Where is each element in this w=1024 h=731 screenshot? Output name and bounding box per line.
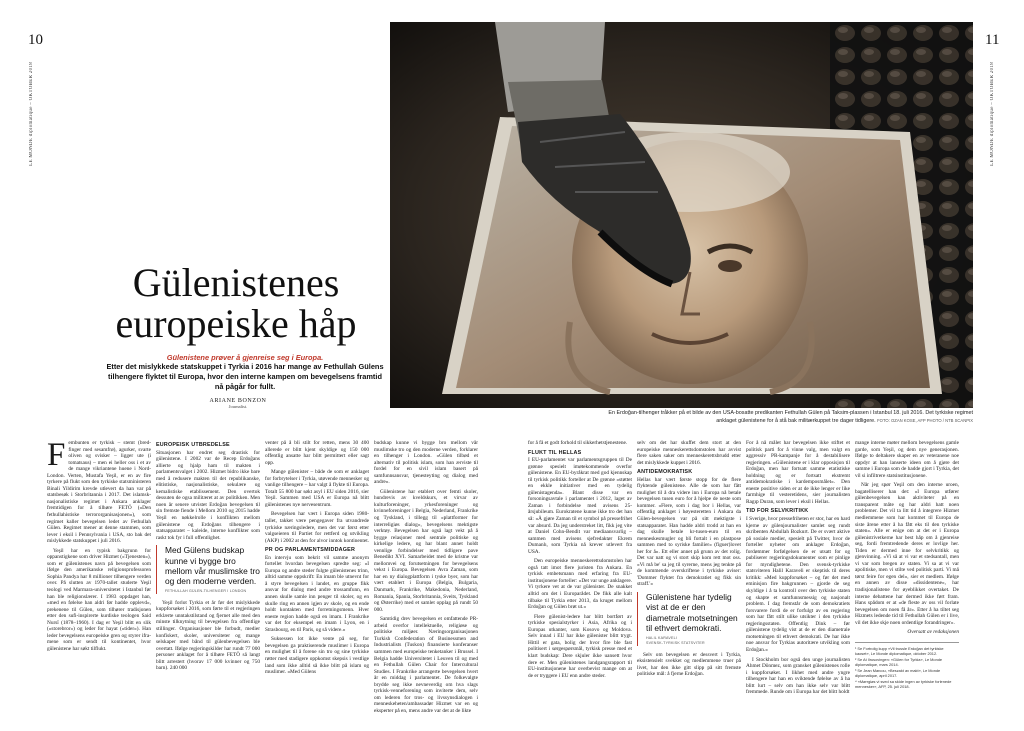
subheading: EUROPEISK UTBREDELSE [156,442,230,448]
paragraph: mange interne møter mellom bevegelsens gamle garde, som Yeşil, og dem nye generasjonen. Ifølge to deltakere skaper en av veteranene noe oppdyr at han lanserte ideen om å gjøre det samme i Europa som de hadde gjort i Tyrkia, det vil si infiltrere statsinstitusjonene. [855,440,959,479]
photo-caption [600,410,973,425]
pull-quote [637,592,741,646]
paragraph: Selv om bevegelsen er dessvert i Tyrkia, eksistensielt svekket og medlemmene truer på livet, har den ikke gitt slipp på sitt fremste politiske mål: å fjerne Erdoğan. [637,651,741,678]
column-6 [637,440,741,730]
paragraph: Når jeg spør Yeşil om den interne uroen, bagatelliserer han det: «I Europa utfører gülenbevegelsen kan aktiviteter på en transparent måte og har aldri hatt noen problemer. Det vil ta litt tid å integrere Hizmet medlemmene som har kommet til Europa de siste årene etter å ha fått eks til den tyrkiske staten». Alle er enige om at det er i Europa gülenistrivetkerne har best håp om å gjenreise seg, fordi fremtredende deres er lovlige her. Tiden er dermed inne for selvkritikk og gjenvinning. «Vi så at vi var et stedsantall, men vi var som bregen av staten. Vi sa at vi var apolitiske, men vi stilte ved politisk parti. Vi må tørst feire for egen del», sier et medlem. Ifølge en annen av disse «dissidentene», har tradisjonalistene for øyeblikket overtaket. De interne debattene har dermed ikke ført fram. Hans spådom er at «de fleste av oss vil forlate bevegelsen om noen få år». Etter å ha tiltet seg Hizmets ledende tid til Fethullah Gülen er i live, vil det ikke skje noen ordentlige forandringer». [855,482,959,626]
footnote: ² Se At Ilrusovingen: «Gülen for Tyrkia», Le Monde diplomatique, mars 2014. [855,656,943,667]
author-name: ARIANE BONZON [209,398,267,404]
paragraph: I Sverige, hvor pressefriheten er stor, har en hard kjerne av gülenjournalister samlet seg rundt skribenten Abdullah Bozkurt. De er svært aktive på sosiale medier, spesielt på Twitter, hvor de forteller nyheter om anklager Erdoğan, fordømmer forfølgelsen de er utsatt for og publiserer regjeringsdokumenter som er pinlige for myndighetene. Den svensk-tyrkiske statsviteren Halil Karaveli er skeptisk til deres kritikk: «Med kuppforsøket – og før det med eminisjon fire bakgrunnen – gjorde de seg skyldige i å ta kontroll over den tyrkiske staten og skapte et samfunnsmessig og nasjonalt problem. I dag fremstår de som demokratiets forsvarere fordi de er forfulgt av en regjering som har fått stilt ulike utsikter i den tyrkiske regjeringsstaten. Offentlig Dink – før gülenistene tydelig vist at de er den diametrale motsetningen til ethvert demokrati. De har ikke noe ansvar for Tyrkias autoritære utvikling som Erdoğan.» [746,516,850,653]
paragraph: For å nå målet har bevegelsen ikke stiftet et politisk parti for å vinne valg, men valgt en aggressiv PR-kampanje for å destabilisere regjeringen. «Gülenistene er i klar opposisjon til Erdoğan, men har fortsatt samme etatistiske holdning og er fortsatt ekstremt antidemokratiske i kardemposmålet». Den eneste positive siden er at de ikke lenger er like farmhige til vesteretidens, sier journalisten Ragıp Duran, som lever i eksil i Hellas. [746,440,850,505]
paragraph: Fembunten er tyrkisk – stemt (bred-finger med sesamfrø), agurker, svarte oliven og svisker – ligger ute (i tomatsaus) – men ei heller oss i et av de mange vikriantene huene i Nord-London. Verten, Mustafa Yeşil, er en av fire tyrkere på flukt som den tyrkiske statsministeren Binali Yildirim krevde utlevert da han var på statsbesøk i Storbritannia i 2017. Det islamsk-nasjonalistiske regimet i Ankara anklager fremtidigen for å tilhøre FETÖ («Den fethullahistiske terrororganisasjonen»), som regimet kaller bevegelsen ledet av Fethullah Gülen. Regimet mener at denne stammen, som lever i eksil i Pennsylvania i USA, sto bak det mislykkede statskuppet i juli 2016. [47,440,151,545]
translator-note: Oversatt av redaksjonen [907,629,959,636]
side-tag-left: LE MONDE diplomatique – OKTOBER 2018 [29,62,34,166]
column-2 [156,440,260,730]
paragraph: Gülenistene har etablert over femti skoler, hundrevis av kveldskurs, et virvar av kulturforeninger, yrkesforeninger og kvinneforeninger i Belgia, Nederland, Frankrike og Tyskland, i tillegg til «plattformer for interreligiøs dialog», bevegelsens mektigste verktøy. Bevegelsen har også lagt vekt på å bygge relasjoner med sentrale politiske og kirkelige ledere, og har blant annet holdt vennlige forbindelser med tidligere pave Benedikt XVI. Samarbeidet med de kristne var mellomvei og forutsetningen for bevegelsens vekst i Europa. Bevegelsen Avra Zaman, som har en ny dialogplattform i tyske byer, som har vært etablert i Europa (Belgia, Bulgaria, Danmark, Frankrike, Makedonia, Nederland, Romania, Spania, Storbritannia, Sveits, Tyskland og Østerrike) med et samlet opplag på rundt 50 000. [374,488,478,613]
subheading: PR OG PARLAMENTSMIDDAGER [265,547,356,554]
subheading: FLUKT TIL HELLAS [528,449,582,456]
page-number-right: 11 [985,32,1000,48]
paragraph: Yeşil har en typisk bakgrunn for oppanstigkene som driver Hizmet («Tjenesten»), som er gülenistenes navn på bevegelsen som ifølge den amerikanske religionsprofessoren Sophia Pandya har 8 millioner tilhengere verden over. På slutten av 1970-tallet studerte Yeşil teologi ved Marmara-universitetet i Istanbul før han ble religionslærer. I 1983 oppdaget han, «med en følelse han aldri før hadde opplevd», prekenene til Gülen, som tilhører tradisjonen etter den sufi-inspirerte kurdiske teologen Said Nursî (1878–1960). I dag er Yeşil blitt en slik («storebror») og leder for hayat («tider»). Han leder bevegelsens europeiske gren og styrer ifra-mene som er sendt til kontinentet, hvor gülenistene har søkt tilflukt. [47,547,151,652]
deck: Etter det mislykkede statskuppet i Tyrkia i 2016 har mange av Fethullah Gülens tilhengere flyktet til Europa, hvor den interne kampen om bevegelsens framtid nå pågår for fullt. [106,362,384,391]
footnote: ⁴ «Mørrgiøs vi sved sa skide ingen av tyrkiske forlenede mennesker», AFP, 25. juli 2018. [855,678,952,689]
paragraph: Bevegelsen har vært i Europa siden 1980-tallet, takket være pengegaver fra utvandrede tyrkiske næringsledere, men det var først etter valgseieren til Partiet for rettferd og utvikling (AKP) i 2002 at den for alvor inntok kontinentet. [265,511,369,544]
column-8 [855,440,959,730]
paragraph: Samtidig drev bevegelsen et omfattende PR-arbeid overfor intellektuelle, religiøse og politiske miljøer. Næringsorganisasjonen Turkish Confederation of Businessmen and Industrialists (Tuskon) finansierte konferanser sammen med europeiske tenketanker i Brussel. I Belgia hadde Universitetet i Leuven til og med en Fethullah Gülen Chair for Intercultural Studies. I Frankrike arrangerte bevegelsen hvert år en middag i parlamentet. De folkevalgte brydde seg ikke nevneverdig om hva slags tyrkisk-venneforening som inviterte dem, selv om lederen for tros- og livssynsdialogen i menneskeheten/ambassadør Hizmet var en og eksperter på en, mens andre var det at de likte [374,616,478,714]
author-role: Journalist. [228,404,248,409]
page-number-left: 10 [28,32,43,48]
column-4 [374,440,478,730]
headline-line-1: Gülenistenes [132,260,340,305]
paragraph: Den europeiske menneskerettsdomstolen har også tatt imot flere juristen fra Ankara. En tyrkisk embetsmann med erfaring fra EU-institusjonene forteller: «Det var unge anklagere. Vi tyrkere vet at de var gülenister. De snakket alltid om det i Europarådet. De fikk alle kalt tilbake til Tyrkia etter 2013, da kruget mellom Erdoğan og Gülen brøt ut.» [528,558,632,611]
pull-quote-attribution: HALIL KARAVELI SVENSK-TYRKISK STATSVITER [646,635,705,645]
photo-credit: FOTO: OZAN KOSE, AFP PHOTO / NTB SCANPIX [877,418,973,423]
drop-cap: F [47,440,66,473]
paragraph: budskap kunne vi bygge bro mellom vår muslimske tro og den moderne verden, forklarer en tilhenger i London. «Gülen tilbød et alternativ til politisk islam, som han ærviste til fordel for en sivil islam basert på samfunnsansvar, tjenesteyting og dialog med andre». [374,440,478,486]
column-7 [746,440,850,730]
paragraph: Suksessen lot ikke vente på seg, for bevegelsen ga praktiserende muslimer i Europa en mulighet til å forene sin tro og sine tyrkiske røtter med stadigere oppkomst skepsis i vestlige land som ikke alltid så ikke blitt på islam og muslimer. «Med Gülens [265,636,369,676]
column-5 [528,440,632,730]
paragraph: I Stockholm bor også den unge journalisten Ahmet Dönmez, som gransket gülenistenes rolle i kuppforsøket. I likhet med andre yngre tilhengere har han en sviktende følelse av å ha blitt lurt – selv om han ikke selv var blitt fremmede. Runde om i Europa har det blitt holdt [746,656,850,696]
paragraph: I EU-parlamentet var parlamentsgruppen til De grønne spesielt imøtekommende overfor gülenistene. En EU-byråkrat med god kjennskap til tyrkisk politikk forteller at De grønne «støttet en ekkle initiativer med en tydelig gülenistagenda». Blant disse var en forsoningsavtale i parlamentet i 2012, laget av Zaman i forbindelse med avisens 25-årsjubileum. Eurokratene kunne ikke tro det han så: «Å gjøre Zaman til et symbol på pressefrihet var absurd. Da jeg understreket litt, fikk jeg vite at Daniel Cohn-Bendit var mediaansvarlig – sammen med avisens sjefredaktør Ekrem Dumanlı, som Tyrkia nå krever utlevert fra USA. [528,457,632,555]
pull-quote-text: Med Gülens budskap kunne vi bygge bro mellom vår muslimske tro og den moderne verden. [165,545,260,587]
paragraph: for å få et godt forhold til sikkerhetstjenestene. [528,440,628,446]
footnote: ¹ Se Fortrolig kupp «Vil trussle Erdoğan det tyrkiske kaoset», Le Monde diplomatique, oktober 2012. [855,645,944,656]
subheading: TID FOR SELVKRITIKK [746,508,809,515]
column-3 [265,440,369,730]
footnote: ³ Se Jean Marcou, «Beszakt av makt», Le Monde diplomatique, april 2017. [855,667,941,678]
paragraph: Situasjonen har endret seg drastisk for gülenistene. I 2002 var de Recep Erdoğans allierte og hjalp ham til makten i parlamentsvalget i 2002. Hizmet bidro ikke bare med å redusere makten til det republikanske, elitistiske, nasjonalistiske, sekulære og kemalistiske etablissement. Den overtok dessuten de ogsa militæret at av politikken. Men noen år senere utvistet Erdoğan bevegelsen til sin fremste fiende i Mellom 2010 og 2015 hadde Yeşil en nøkkelrolle i konflikten mellom gülenistene og Erdoğans tilhengere i statsapparatet – kaleide, interne konflikter som raskt tok fyr i full offentlighet. [156,449,260,541]
paragraph: Flere gülenist-ledere har blitt bortført av tyrkiske spesialstyrker i Asia, Afrika og i Europas utkanter, som Kosovo og Moldova. Selv innad i EU har ikke gülenister blitt trygt. Hittil er gata, bolig der hvor fire ble fast politisert i sørgespørsmål, tyrkisk presse med et klart budskap: Dere skjuler ikke uansett hvor dere er. Men gülenistenes landgangsrapport til EU-institusjonene har overbevist mange om at de er tryggere i EU enn andre steder. [528,613,632,679]
side-tag-right: LE MONDE diplomatique – OKTOBER 2018 [990,62,995,166]
caption-text: En Erdoğan-tilhenger tråkker på et bilde av den USA-bosatte predikanten Fethullah Gülen på Taksim-plassen i Istanbul 18. juli 2016. Det tyrkiske regimet anklaget gülenistene for å stå bak militærkuppet tre dager tidligere. [608,410,973,424]
paragraph: Mange gülenister – både de som er anklaget for forbrytelser i Tyrkia, utøvende mennesker og vanlige tilhengere – har valgt å flykte til Europa. Totalt 55 800 har søkt asyl i EU siden 2016, sier Yeşil. Sammen med USA er Europa nå blitt gülenistenes nye nervesentrum. [265,469,369,508]
pull-quote-attribution: FETHULLAH GÜLEN-TILHENGER I LONDON [165,588,247,593]
paragraph: venter på å bli stilt for retten, mens 30 400 allerede er blitt kjent skyldige og 150 000 offentlig ansatte har blitt permittert eller sagt opp. [265,440,369,466]
photo-illustration [390,22,973,408]
subheading: ANTIDEMOKRATISK [637,469,693,476]
headline-line-2: europeiske håp [115,301,357,346]
paragraph: Hellas har vært første stopp for de flere flyktende gülenistene. Alle de som har fått mulighet til å dra videre inn i Europa nå betale bevegelsen tusen euro for å hjelpe de neste som kommer. «Flere, som i dag bor i Hellas, var offentlig anklaget i høyesteretten i Ankara da Gülen-bevegelsen var på sitt mektigste i statsapparatet. Han hadde aldri trodd at han en dag skulle betale kr-tusen-euro til en menneskesmugler og bli fortalt i en plastpose sammen med to syriske familier» (figuer)lovet her for å». Ett eller annet på grunn av det rolig. Det var natt og vi stort skip kom rett mot oss. «Vi må be' sa jeg til syrerne, mens jeg tenkte på de kommende overskriftene i tyrkiske aviser: 'Dommer flyktet fra demokratiet og fikk sin straff.'» [637,476,741,588]
headline [86,262,386,344]
paragraph: Yeşil forlot Tyrkia et år før det mislykkede kuppforsøket i 2016, som førte til et regjeringen erklærte unntakstilstand og fjernet alle med den minste tilknytning til bevegelsen fra offentlige stillinger. Organisasjoner ble forbudt, medier konfiskert, skoler, universiteter og mange selskaper med bånd til gülenbevegelsen ble overtatt. Ifølge regjeringskilder har rundt 77 000 personer anklaget for å tilhøre FETÖ så langt blitt arrestert (hvorav 17 000 kvinner og 750 barn). 240 000 [156,599,260,672]
paragraph: selv om det har skuffet dem stort at den europeiske menneskerettsdomstolen har avvist flere saken saker om menneskerettsbrudd etter det mislykkede kuppet i 2016. [637,440,741,466]
byline [196,398,280,409]
column-1 [47,440,151,730]
kicker: Gülenistene prøver å gjenreise seg i Europa. [166,353,324,362]
paragraph: En intervju som bekrit vil samme anonym fortellet hvordan bevegelsen spredte seg: «I Europa og andre steder fulgte gülenistenes trinn, alltid samme oppskrift: En imam ble utnevnt for å styre bevegelsen i landet, en gruppe fikk ansvar for dialog med andre trossamfunn, en annen skulle samle inn penger til skoler, og en skulle ring en annen igjen av skole, og en ende holdt kontakten med forretningsmenn. Hver eneste region hadde også en imam. I Frankrike var det for eksempel en imam i Lyon, en i Strasbourg, en til Paris, og så videre.» [265,554,369,633]
pull-quote-text: Gülenistene har tydelig vist at de er den diametrale motsetningen til ethvert demokrati. [646,592,738,634]
footnotes [855,642,959,689]
pull-quote [156,545,260,594]
article-photo [390,22,973,408]
